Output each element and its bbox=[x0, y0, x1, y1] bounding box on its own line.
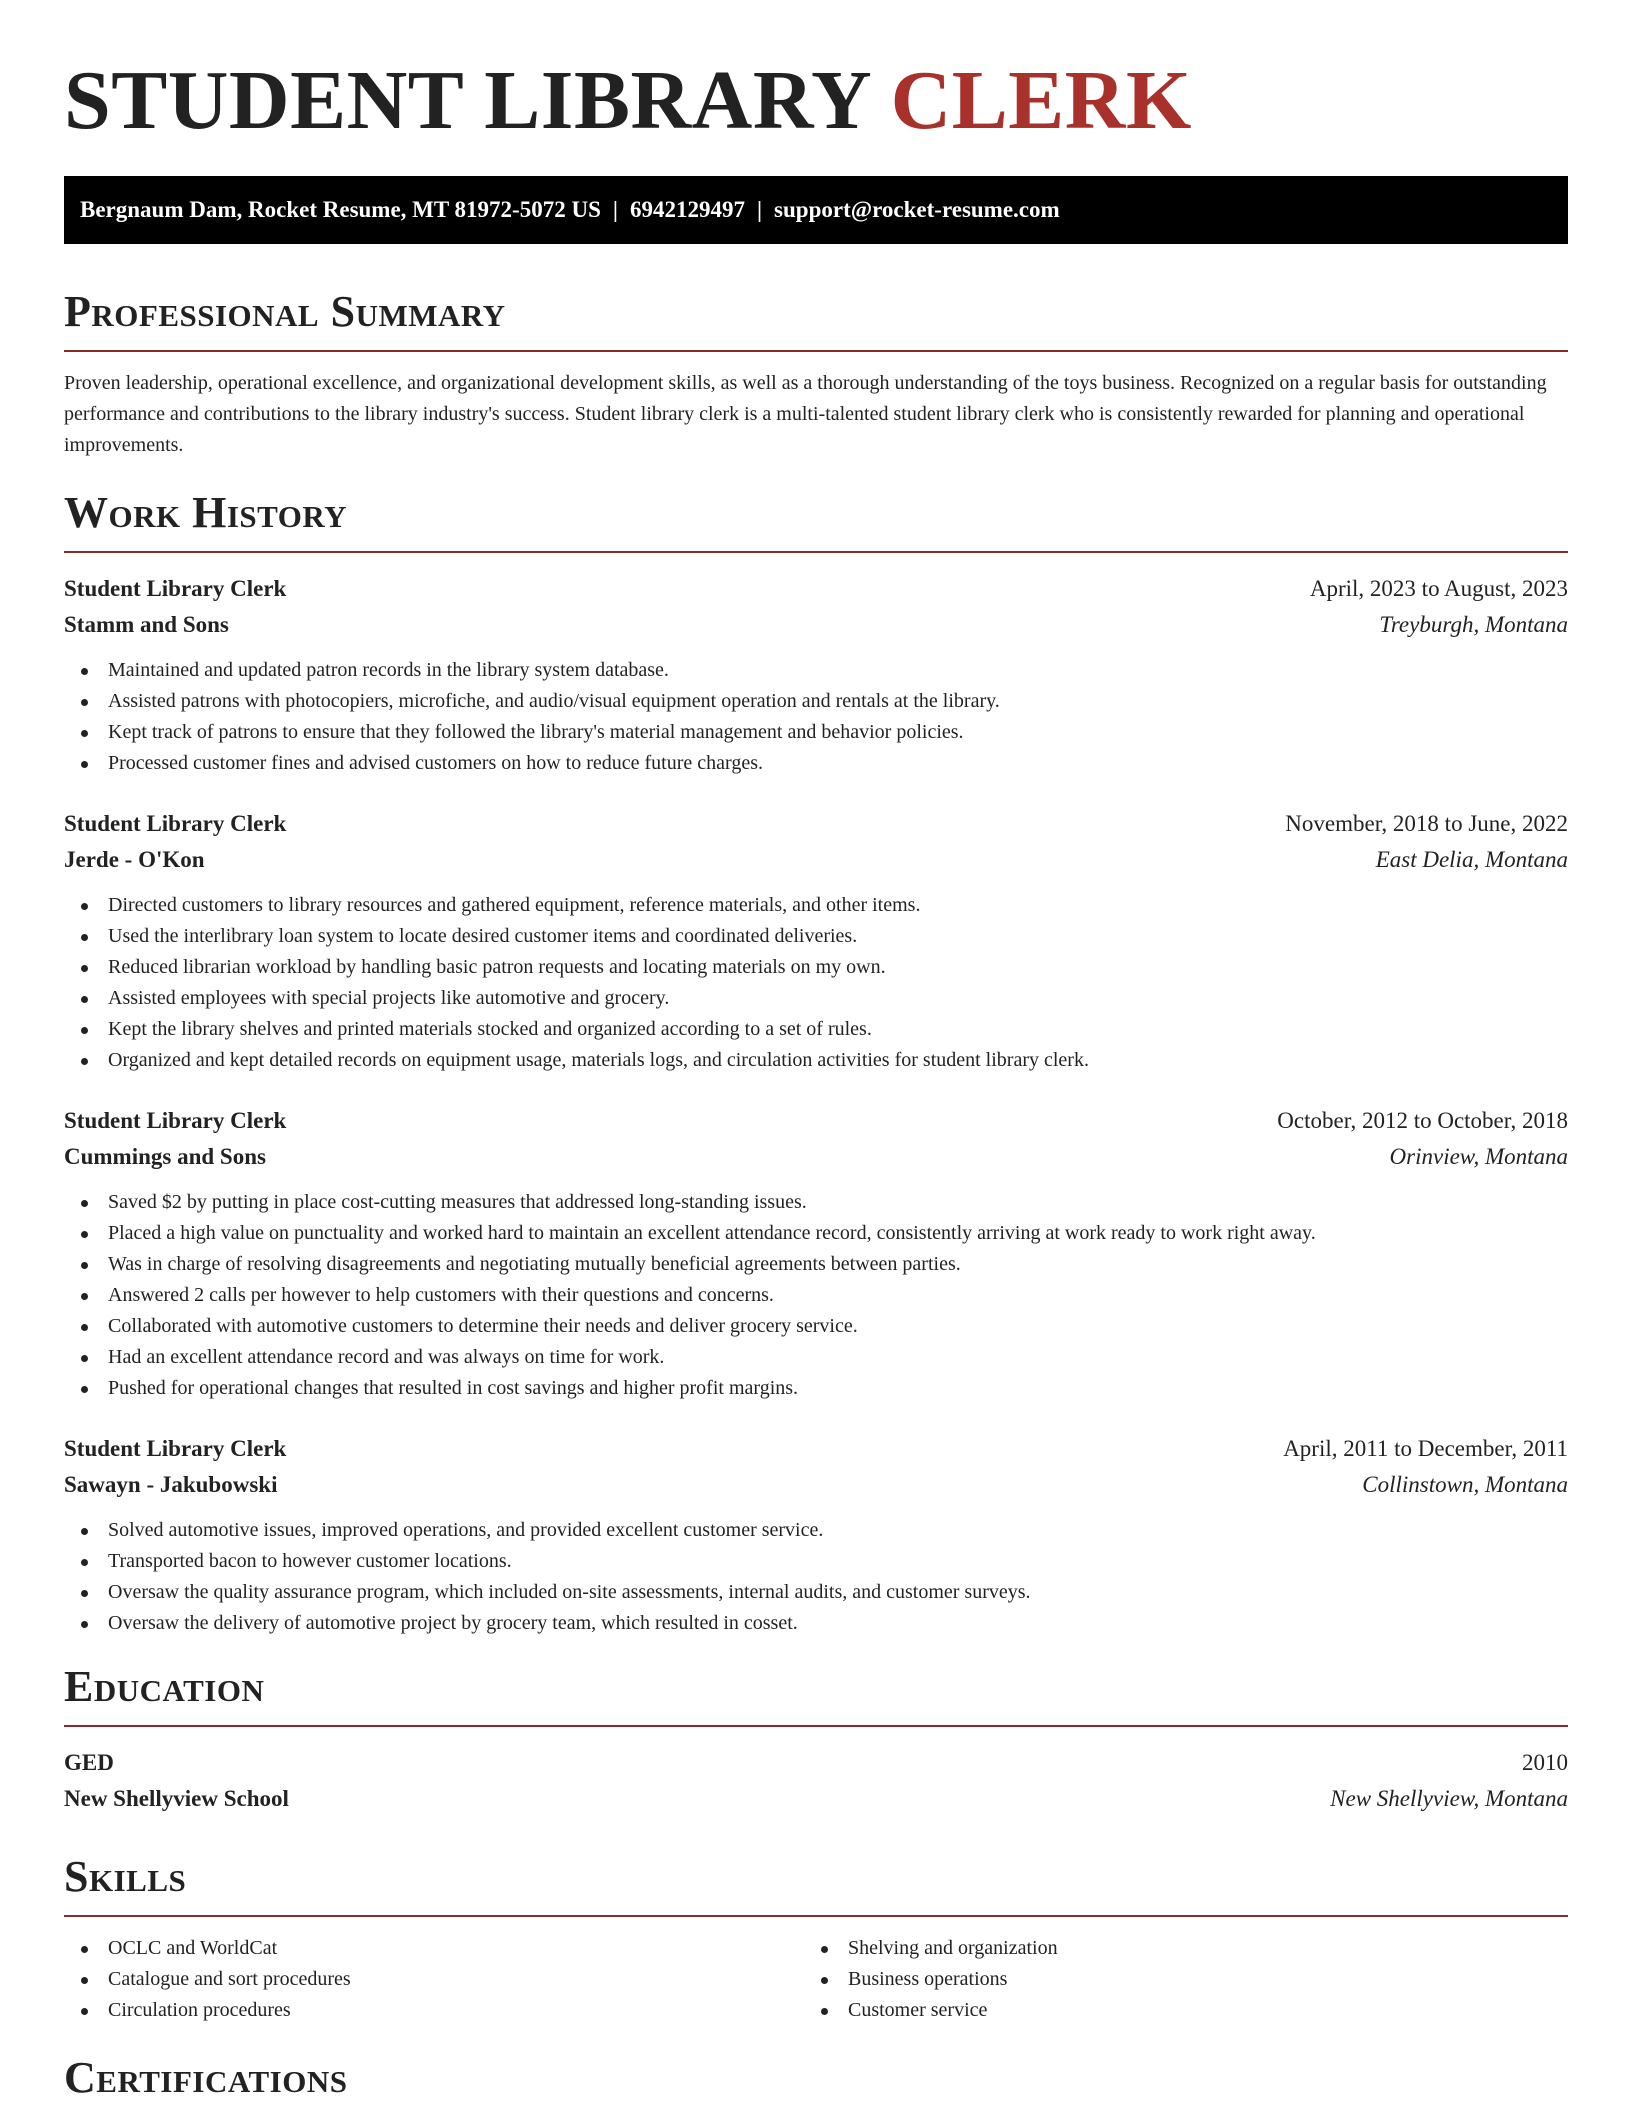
job-title: Student Library Clerk bbox=[64, 1436, 287, 1461]
contact-separator: | bbox=[756, 197, 763, 222]
education-location: New Shellyview, Montana bbox=[1330, 1786, 1568, 1811]
job-location: Treyburgh, Montana bbox=[1379, 612, 1568, 637]
skill-item: Circulation procedures bbox=[64, 1995, 804, 2026]
job-header-row bbox=[64, 571, 1568, 607]
section-divider bbox=[64, 1915, 1568, 1917]
section-title-education: Education bbox=[64, 1662, 265, 1711]
skills-section bbox=[64, 1851, 1568, 2026]
skills-grid bbox=[64, 1933, 1568, 2026]
job-dates: November, 2018 to June, 2022 bbox=[1285, 811, 1568, 836]
list-item: Kept the library shelves and printed materials stocked and organized according to a set of rules. bbox=[64, 1014, 1568, 1045]
name-main: STUDENT LIBRARY bbox=[64, 54, 870, 147]
list-item: Had an excellent attendance record and was always on time for work. bbox=[64, 1342, 1568, 1373]
list-item: Assisted patrons with photocopiers, microfiche, and audio/visual equipment operation and rentals at the library. bbox=[64, 686, 1568, 717]
list-item: Processed customer fines and advised customers on how to reduce future charges. bbox=[64, 748, 1568, 779]
list-item: Was in charge of resolving disagreements and negotiating mutually beneficial agreements between parties. bbox=[64, 1249, 1568, 1280]
list-item: Answered 2 calls per however to help customers with their questions and concerns. bbox=[64, 1280, 1568, 1311]
section-divider bbox=[64, 1725, 1568, 1727]
job-header-row bbox=[64, 1431, 1568, 1467]
job-dates: October, 2012 to October, 2018 bbox=[1277, 1108, 1568, 1133]
list-item: Transported bacon to however customer locations. bbox=[64, 1546, 1568, 1577]
education-section bbox=[64, 1661, 1568, 1817]
job-company-row bbox=[64, 1467, 1568, 1503]
job-company: Cummings and Sons bbox=[64, 1144, 266, 1169]
education-degree-row bbox=[64, 1745, 1568, 1781]
job-header-row bbox=[64, 806, 1568, 842]
summary-section bbox=[64, 286, 1568, 461]
job-bullets bbox=[64, 1187, 1568, 1404]
skill-item: Business operations bbox=[804, 1964, 1544, 1995]
list-item: Solved automotive issues, improved operations, and provided excellent customer service. bbox=[64, 1515, 1568, 1546]
list-item: Maintained and updated patron records in the library system database. bbox=[64, 655, 1568, 686]
list-item: Kept track of patrons to ensure that they followed the library's material management and behavior policies. bbox=[64, 717, 1568, 748]
list-item: Used the interlibrary loan system to locate desired customer items and coordinated deliveries. bbox=[64, 921, 1568, 952]
summary-text: Proven leadership, operational excellence, and organizational development skills, as well as a thorough understanding of the toys business. Recognized on a regular basis for outstanding performance and contributions to the library industry's success. Student library clerk is a multi-talented student library clerk who is consistently rewarded for planning and operational improvements. bbox=[64, 372, 1547, 456]
job-company-row bbox=[64, 607, 1568, 643]
job-entry bbox=[64, 571, 1568, 779]
skill-item: Shelving and organization bbox=[804, 1933, 1544, 1964]
job-entry bbox=[64, 806, 1568, 1076]
job-title: Student Library Clerk bbox=[64, 811, 287, 836]
skills-column-right bbox=[804, 1933, 1544, 2026]
skill-item: OCLC and WorldCat bbox=[64, 1933, 804, 1964]
job-company: Sawayn - Jakubowski bbox=[64, 1472, 278, 1497]
job-title: Student Library Clerk bbox=[64, 1108, 287, 1133]
skill-item: Customer service bbox=[804, 1995, 1544, 2026]
list-item: Organized and kept detailed records on equipment usage, materials logs, and circulation activities for student library clerk. bbox=[64, 1045, 1568, 1076]
education-entry bbox=[64, 1745, 1568, 1817]
list-item: Saved $2 by putting in place cost-cutting measures that addressed long-standing issues. bbox=[64, 1187, 1568, 1218]
job-header-row bbox=[64, 1103, 1568, 1139]
job-dates: April, 2011 to December, 2011 bbox=[1283, 1436, 1568, 1461]
work-section bbox=[64, 487, 1568, 1639]
job-entry bbox=[64, 1431, 1568, 1639]
job-location: Collinstown, Montana bbox=[1362, 1472, 1568, 1497]
job-title: Student Library Clerk bbox=[64, 576, 287, 601]
resume-name bbox=[64, 0, 1568, 150]
job-bullets bbox=[64, 1515, 1568, 1639]
list-item: Collaborated with automotive customers to determine their needs and deliver grocery service. bbox=[64, 1311, 1568, 1342]
job-location: Orinview, Montana bbox=[1389, 1144, 1568, 1169]
list-item: Pushed for operational changes that resulted in cost savings and higher profit margins. bbox=[64, 1373, 1568, 1404]
certifications-section bbox=[64, 2052, 1568, 2104]
section-title-certifications: Certifications bbox=[64, 2053, 348, 2102]
name-accent: CLERK bbox=[890, 54, 1192, 147]
education-year: 2010 bbox=[1522, 1750, 1568, 1775]
skills-column-left bbox=[64, 1933, 804, 2026]
job-bullets bbox=[64, 655, 1568, 779]
section-divider bbox=[64, 551, 1568, 553]
contact-separator: | bbox=[612, 197, 618, 222]
resume-page bbox=[64, 0, 1568, 2104]
section-divider bbox=[64, 350, 1568, 352]
contact-email: support@rocket-resume.com bbox=[774, 197, 1060, 222]
contact-bar bbox=[64, 176, 1568, 244]
list-item: Oversaw the delivery of automotive project by grocery team, which resulted in cosset. bbox=[64, 1608, 1568, 1639]
job-company: Stamm and Sons bbox=[64, 612, 229, 637]
section-title-work: Work History bbox=[64, 488, 348, 537]
education-degree: GED bbox=[64, 1750, 114, 1775]
job-entry bbox=[64, 1103, 1568, 1404]
education-school-row bbox=[64, 1781, 1568, 1817]
job-location: East Delia, Montana bbox=[1375, 847, 1568, 872]
contact-address: Bergnaum Dam, Rocket Resume, MT 81972-5072 US bbox=[80, 197, 601, 222]
job-dates: April, 2023 to August, 2023 bbox=[1309, 576, 1568, 601]
job-company-row bbox=[64, 842, 1568, 878]
job-company: Jerde - O'Kon bbox=[64, 847, 205, 872]
list-item: Reduced librarian workload by handling basic patron requests and locating materials on my own. bbox=[64, 952, 1568, 983]
job-company-row bbox=[64, 1139, 1568, 1175]
list-item: Placed a high value on punctuality and worked hard to maintain an excellent attendance record, consistently arriving at work ready to work right away. bbox=[64, 1218, 1568, 1249]
skill-item: Catalogue and sort procedures bbox=[64, 1964, 804, 1995]
education-school: New Shellyview School bbox=[64, 1786, 289, 1811]
contact-phone: 6942129497 bbox=[629, 197, 745, 222]
list-item: Assisted employees with special projects like automotive and grocery. bbox=[64, 983, 1568, 1014]
section-title-skills: Skills bbox=[64, 1852, 187, 1901]
section-title-summary: Professional Summary bbox=[64, 287, 506, 336]
job-bullets bbox=[64, 890, 1568, 1076]
list-item: Directed customers to library resources and gathered equipment, reference materials, and other items. bbox=[64, 890, 1568, 921]
list-item: Oversaw the quality assurance program, which included on-site assessments, internal audits, and customer surveys. bbox=[64, 1577, 1568, 1608]
